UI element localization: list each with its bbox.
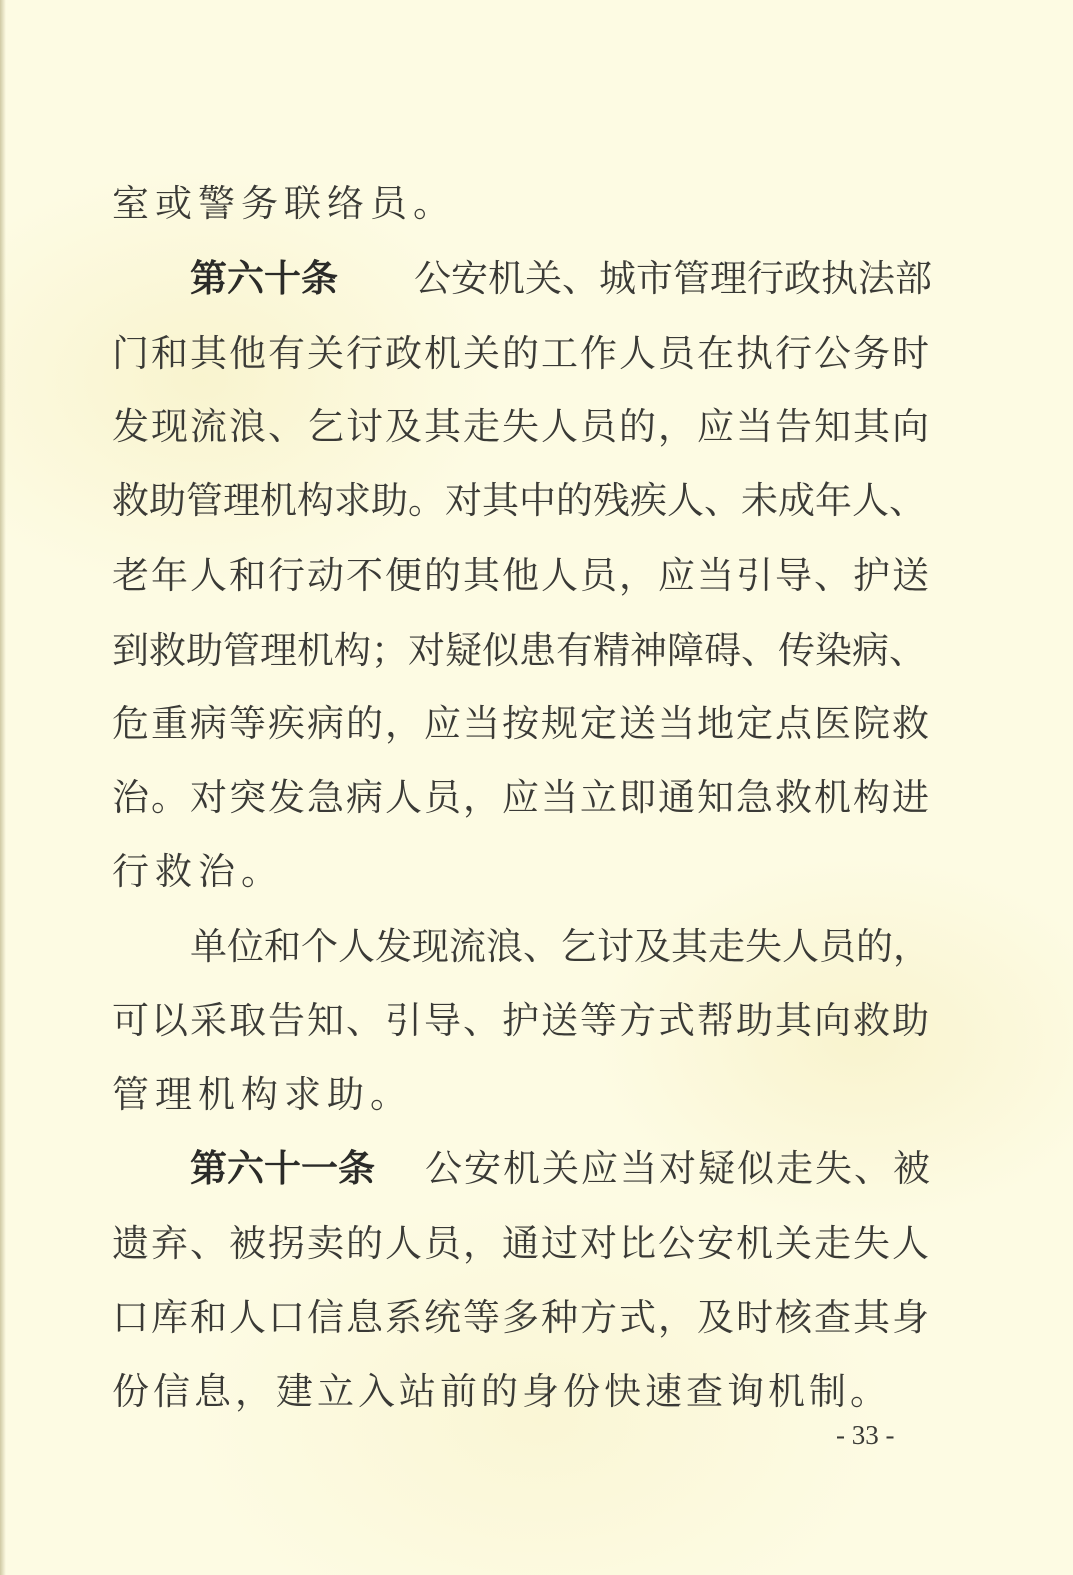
article-60-heading-line: [190, 243, 932, 315]
line-text: 公安机关、城市管理行政执法部: [414, 257, 932, 300]
text-line: [112, 688, 932, 760]
text-line: [112, 1356, 932, 1428]
line-text: 老年人和行动不便的其他人员，应当引导、护送: [112, 554, 931, 597]
line-text: 室或警务联络员。: [112, 182, 456, 225]
line-text: 行救治。: [112, 850, 284, 893]
line-text: 公安机关应当对疑似走失、被: [425, 1147, 932, 1190]
page-edge-shadow: [0, 0, 6, 1575]
line-text: 到救助管理机构；对疑似患有精神障碍、传染病、: [112, 629, 926, 672]
page-number: - 33 -: [836, 1420, 895, 1450]
text-line: [112, 540, 932, 612]
text-line: [112, 318, 932, 390]
line-text: 救助管理机构求助。对其中的残疾人、未成年人、: [112, 479, 926, 522]
text-line: [112, 1282, 932, 1354]
article-61-heading-line: [190, 1133, 932, 1205]
text-line: [112, 168, 932, 240]
text-line: [112, 762, 932, 834]
text-line: [112, 465, 932, 537]
text-line: [112, 1059, 932, 1131]
article-61-title: 第六十一条: [190, 1147, 375, 1190]
line-text: 门和其他有关行政机关的工作人员在执行公务时: [112, 332, 931, 375]
line-text: 危重病等疾病的，应当按规定送当地定点医院救: [112, 702, 931, 745]
line-text: 口库和人口信息系统等多种方式，及时核查其身: [112, 1296, 931, 1339]
line-text: 治。对突发急病人员，应当立即通知急救机构进: [112, 776, 931, 819]
line-text: 发现流浪、乞讨及其走失人员的，应当告知其向: [112, 405, 931, 448]
text-line: [112, 836, 932, 908]
text-line: [112, 1208, 932, 1280]
line-text: 份信息，建立入站前的身份快速查询机制。: [112, 1370, 891, 1413]
line-text: 遗弃、被拐卖的人员，通过对比公安机关走失人: [112, 1222, 931, 1265]
article-60-title: 第六十条: [190, 257, 338, 300]
text-line: [112, 391, 932, 463]
text-line: [112, 615, 932, 687]
text-line: [190, 911, 932, 983]
line-text: 单位和个人发现流浪、乞讨及其走失人员的，: [190, 925, 930, 968]
line-text: 可以采取告知、引导、护送等方式帮助其向救助: [112, 999, 931, 1042]
line-text: 管理机构求助。: [112, 1073, 413, 1116]
text-line: [112, 985, 932, 1057]
